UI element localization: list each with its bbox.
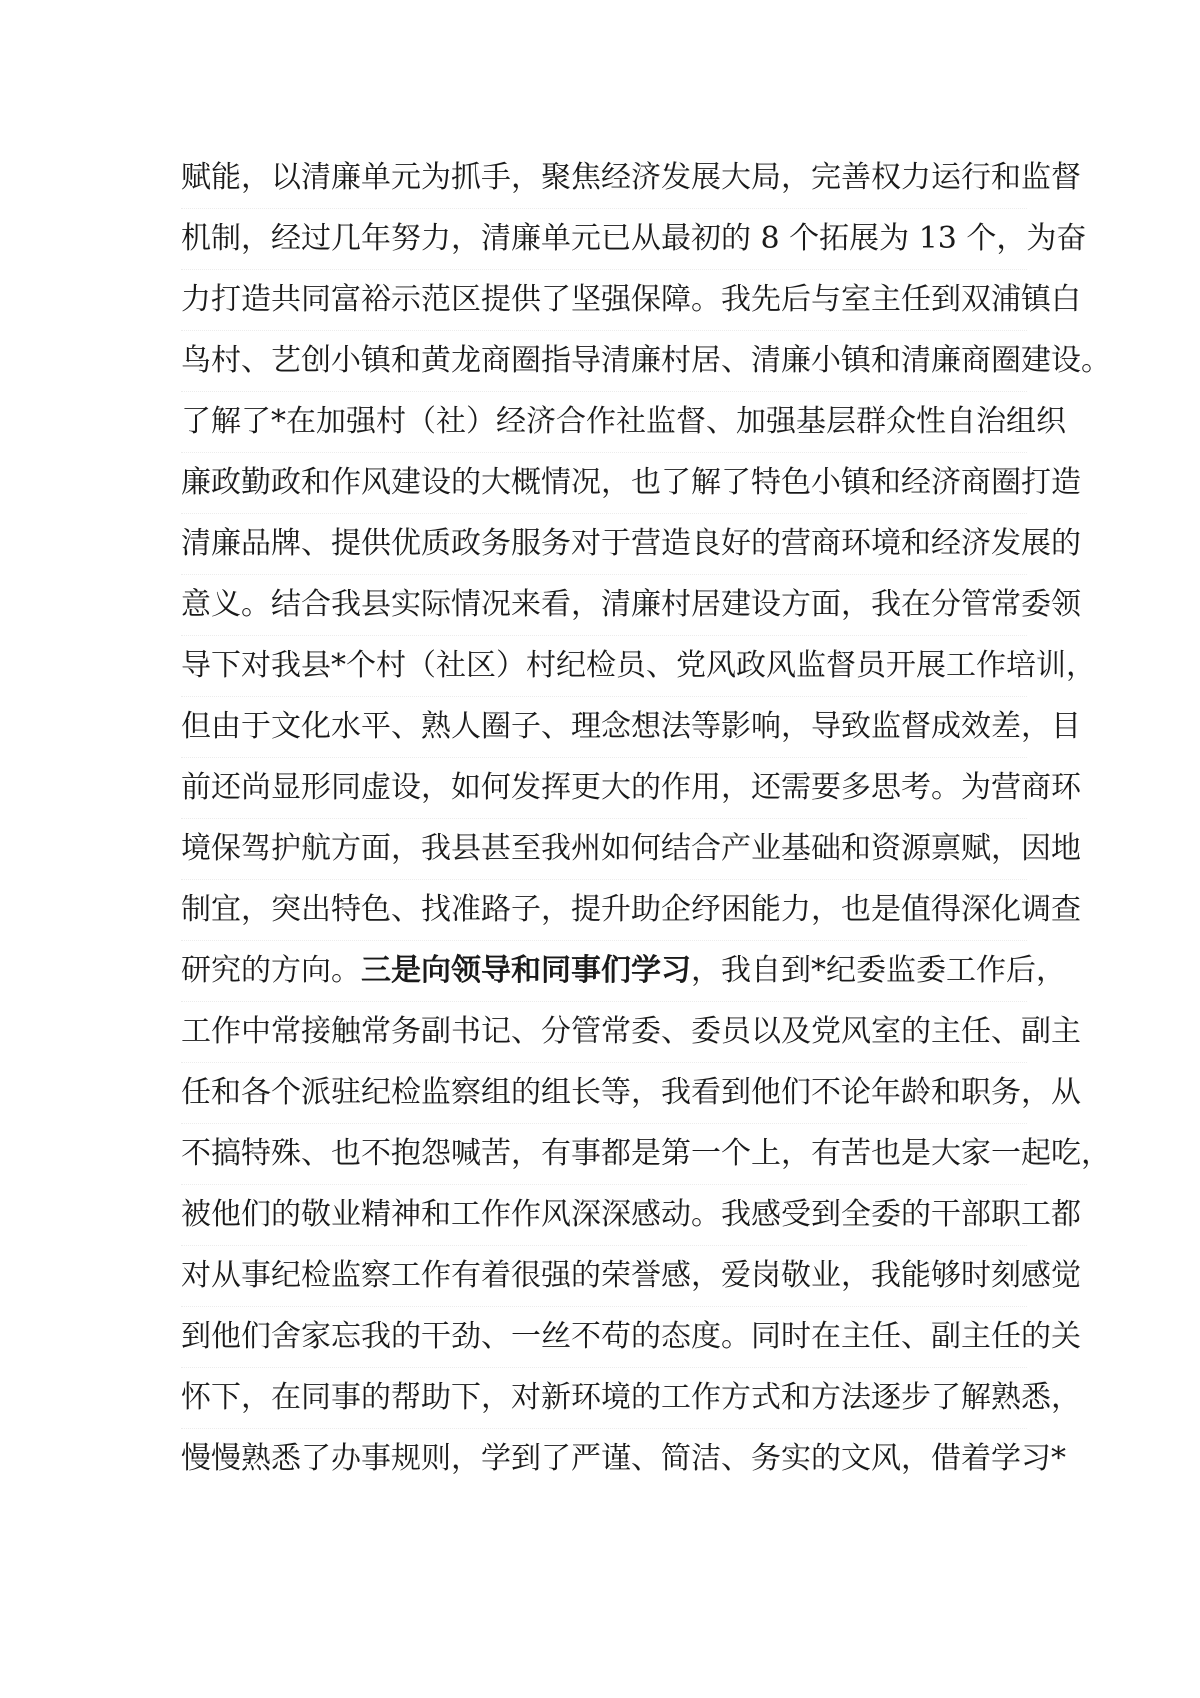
text-line: 力打造共同富裕示范区提供了坚强保障。我先后与室主任到双浦镇白 bbox=[181, 270, 1027, 331]
text-line: 意义。结合我县实际情况来看，清廉村居建设方面，我在分管常委领 bbox=[181, 575, 1027, 636]
text-segment: 研究的方向。 bbox=[181, 953, 361, 988]
text-line: 境保驾护航方面，我县甚至我州如何结合产业基础和资源禀赋，因地 bbox=[181, 819, 1027, 880]
text-segment: ，我自到*纪委监委工作后， bbox=[691, 953, 1066, 988]
text-line: 工作中常接触常务副书记、分管常委、委员以及党风室的主任、副主 bbox=[181, 1002, 1027, 1063]
text-line: 但由于文化水平、熟人圈子、理念想法等影响，导致监督成效差，目 bbox=[181, 697, 1027, 758]
text-line: 被他们的敬业精神和工作作风深深感动。我感受到全委的干部职工都 bbox=[181, 1185, 1027, 1246]
text-line: 赋能，以清廉单元为抓手，聚焦经济发展大局，完善权力运行和监督 bbox=[181, 148, 1027, 209]
text-line: 制宜，突出特色、找准路子，提升助企纾困能力，也是值得深化调查 bbox=[181, 880, 1027, 941]
text-line: 对从事纪检监察工作有着很强的荣誉感，爱岗敬业，我能够时刻感觉 bbox=[181, 1246, 1027, 1307]
text-line: 前还尚显形同虚设，如何发挥更大的作用，还需要多思考。为营商环 bbox=[181, 758, 1027, 819]
text-line: 清廉品牌、提供优质政务服务对于营造良好的营商环境和经济发展的 bbox=[181, 514, 1027, 575]
text-line: 到他们舍家忘我的干劲、一丝不苟的态度。同时在主任、副主任的关 bbox=[181, 1307, 1027, 1368]
text-line: 慢慢熟悉了办事规则，学到了严谨、简洁、务实的文风，借着学习* bbox=[181, 1441, 1066, 1476]
text-line: 了解了*在加强村（社）经济合作社监督、加强基层群众性自治组织 bbox=[181, 392, 1027, 453]
text-line: 怀下，在同事的帮助下，对新环境的工作方式和方法逐步了解熟悉， bbox=[181, 1368, 1027, 1429]
text-line: 任和各个派驻纪检监察组的组长等，我看到他们不论年龄和职务，从 bbox=[181, 1063, 1027, 1124]
text-line-with-heading bbox=[181, 941, 1066, 1002]
text-line: 鸟村、艺创小镇和黄龙商圈指导清廉村居、清廉小镇和清廉商圈建设。 bbox=[181, 331, 1027, 392]
text-line: 不搞特殊、也不抱怨喊苦，有事都是第一个上，有苦也是大家一起吃， bbox=[181, 1124, 1027, 1185]
inline-bold-heading: 三是向领导和同事们学习 bbox=[361, 953, 691, 988]
text-line: 机制，经过几年努力，清廉单元已从最初的 8 个拓展为 13 个，为奋 bbox=[181, 209, 1027, 270]
text-line: 廉政勤政和作风建设的大概情况，也了解了特色小镇和经济商圈打造 bbox=[181, 453, 1027, 514]
text-line: 导下对我县*个村（社区）村纪检员、党风政风监督员开展工作培训， bbox=[181, 636, 1027, 697]
body-text bbox=[181, 148, 1111, 1489]
